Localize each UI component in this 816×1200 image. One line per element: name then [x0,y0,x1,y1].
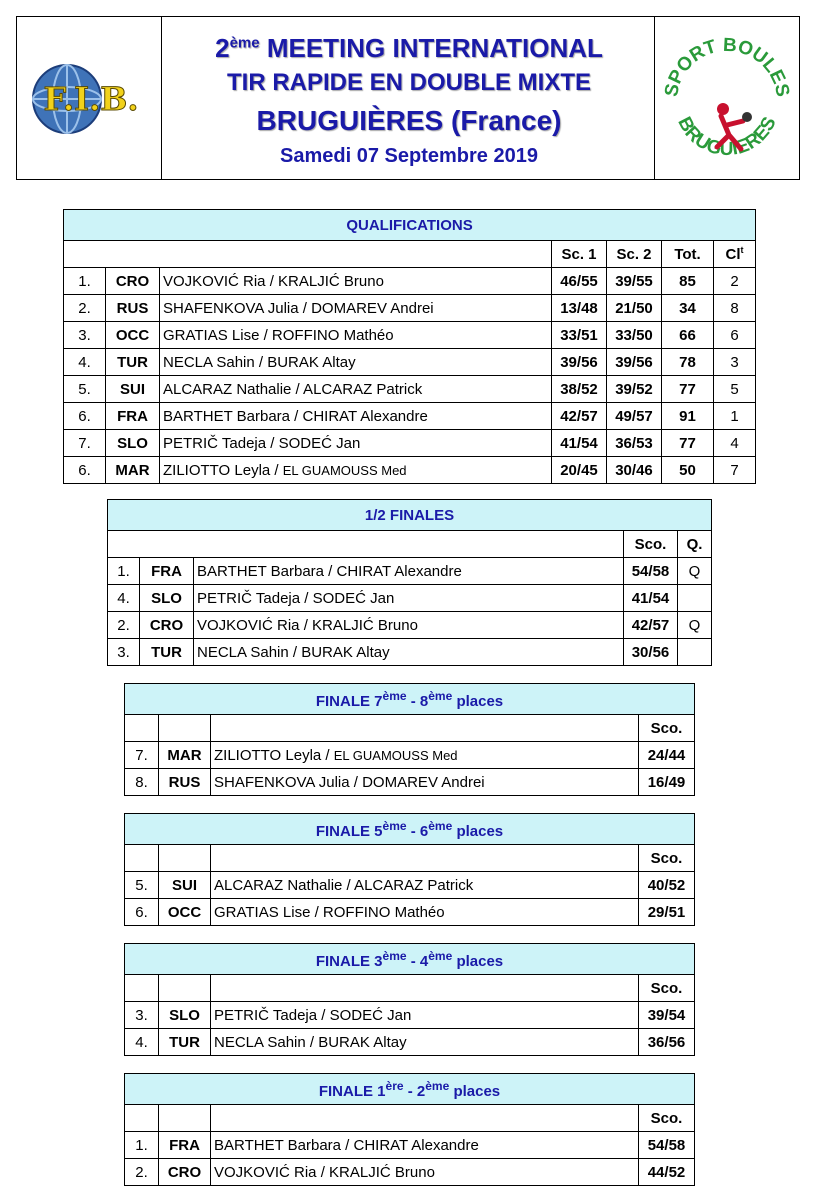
final-title-sup-a: ème [382,688,407,703]
qualified-mark: Q [678,612,712,639]
team-name [211,1132,639,1159]
rank: 1. [125,1132,159,1159]
team-name [211,742,639,769]
col-sco: Sco. [639,975,695,1002]
team-name-text: ZILIOTTO Leyla / [214,746,334,764]
score-1: 13/48 [552,295,607,322]
final-title-c: places [449,1082,501,1100]
team-name-text: ALCARAZ Nathalie / ALCARAZ Patrick [214,876,474,894]
final-title-a: FINALE 1 [318,1082,386,1100]
team-name-text: ALCARAZ Nathalie / ALCARAZ Patrick [163,380,423,398]
final-title-c: places [452,822,504,840]
team-name [194,639,624,666]
rank: 7. [64,430,106,457]
table-row [64,430,756,457]
rank: 5. [125,872,159,899]
qualified-mark [678,585,712,612]
total: 66 [662,322,714,349]
qualifications-table [63,209,756,484]
table-row [125,769,695,796]
qualified-mark [678,639,712,666]
semi-finals-table [107,499,712,666]
final-title-sup-b: ème [425,1078,450,1093]
team-name [160,430,552,457]
team-name-text: GRATIAS Lise / ROFFINO Mathéo [214,903,445,921]
event-location: BRUGUIÈRES (France) [256,105,562,136]
total: 85 [662,268,714,295]
table-row [125,1159,695,1186]
table-row [125,899,695,926]
score: 29/51 [639,899,695,926]
final-title-sup-b: ème [428,818,453,833]
team-name-text: PETRIČ Tadeja / SODEĆ Jan [197,589,395,607]
team-name [194,612,624,639]
total: 34 [662,295,714,322]
score-2: 39/52 [607,376,662,403]
header-blank-name [211,1105,639,1132]
table-row [125,1132,695,1159]
team-name [160,457,552,484]
col-sco: Sco. [639,715,695,742]
team-name-text: BARTHET Barbara / CHIRAT Alexandre [163,407,428,425]
final-title [125,944,695,975]
rank: 4. [125,1029,159,1056]
score-2: 39/55 [607,268,662,295]
country-code: OCC [106,322,160,349]
country-code: SUI [159,872,211,899]
country-code: FRA [106,403,160,430]
country-code: RUS [106,295,160,322]
team-name-text: VOJKOVIĆ Ria / KRALJIĆ Bruno [197,616,418,634]
country-code: TUR [140,639,194,666]
col-sco: Sco. [639,1105,695,1132]
score-1: 39/56 [552,349,607,376]
table-row [64,295,756,322]
rank: 3. [64,322,106,349]
team-name [160,268,552,295]
header-blank-rank [125,845,159,872]
svg-text:BRUGUIERES: BRUGUIERES [673,113,781,161]
header-title-block [162,17,656,179]
col-sco: Sco. [624,531,678,558]
team-name-text: SHAFENKOVA Julia / DOMAREV Andrei [214,773,485,791]
score-1: 42/57 [552,403,607,430]
table-row [64,403,756,430]
total: 50 [662,457,714,484]
table-row [64,457,756,484]
score-2: 36/53 [607,430,662,457]
score-2: 49/57 [607,403,662,430]
team-name-text: NECLA Sahin / BURAK Altay [197,643,390,661]
score-1: 46/55 [552,268,607,295]
score-2: 33/50 [607,322,662,349]
table-row [64,376,756,403]
semi-finals-title: 1/2 FINALES [108,500,712,531]
header-box [16,16,800,180]
event-subtitle: TIR RAPIDE EN DOUBLE MIXTE [226,69,592,96]
header-blank-cty [159,975,211,1002]
team-name [160,376,552,403]
total: 78 [662,349,714,376]
table-row [108,612,712,639]
header-blank-name [211,715,639,742]
team-name [211,872,639,899]
team-name [211,769,639,796]
rank: 1. [108,558,140,585]
col-cl: Cl$^t$ [714,241,756,268]
score: 54/58 [639,1132,695,1159]
rank: 7. [125,742,159,769]
team-name [194,558,624,585]
team-name [211,1159,639,1186]
final-table [124,813,695,926]
team-name-small: EL GUAMOUSS Med [282,462,407,478]
score-1: 38/52 [552,376,607,403]
score-2: 21/50 [607,295,662,322]
rank: 4. [64,349,106,376]
score: 54/58 [624,558,678,585]
rank: 6. [64,457,106,484]
score-1: 20/45 [552,457,607,484]
country-code: TUR [106,349,160,376]
meeting-title: 2ème MEETING INTERNATIONAL [215,33,603,63]
country-code: CRO [140,612,194,639]
classement: 7 [714,457,756,484]
country-code: OCC [159,899,211,926]
header-blank-cty [159,1105,211,1132]
total: 91 [662,403,714,430]
header-blank-name [211,975,639,1002]
club-logo-cell [654,17,799,179]
col-sc1: Sc. 1 [552,241,607,268]
final-title [125,1074,695,1105]
final-title-b: - 4 [406,952,429,970]
final-title-a: FINALE 3 [315,952,383,970]
classement: 6 [714,322,756,349]
country-code: FRA [140,558,194,585]
total: 77 [662,430,714,457]
classement: 1 [714,403,756,430]
final-title-b: - 2 [403,1082,426,1100]
team-name [160,349,552,376]
team-name [211,1002,639,1029]
score: 24/44 [639,742,695,769]
classement: 4 [714,430,756,457]
team-name-text: SHAFENKOVA Julia / DOMAREV Andrei [163,299,434,317]
final-title-sup-a: ère [385,1078,404,1093]
total: 77 [662,376,714,403]
country-code: CRO [106,268,160,295]
table-row [125,1002,695,1029]
final-table [124,683,695,796]
team-name-text: BARTHET Barbara / CHIRAT Alexandre [197,562,462,580]
header-blank-rank [125,975,159,1002]
header-blank-cty [159,715,211,742]
svg-text:SPORT BOULES: SPORT BOULES [661,34,793,99]
score-2: 30/46 [607,457,662,484]
team-name-text: BARTHET Barbara / CHIRAT Alexandre [214,1136,479,1154]
team-name-text: VOJKOVIĆ Ria / KRALJIĆ Bruno [214,1163,435,1181]
score: 39/54 [639,1002,695,1029]
team-name [194,585,624,612]
final-title-a: FINALE 5 [315,822,383,840]
country-code: SLO [159,1002,211,1029]
rank: 2. [64,295,106,322]
team-name-text: PETRIČ Tadeja / SODEĆ Jan [214,1006,412,1024]
rank: 1. [64,268,106,295]
rank: 6. [125,899,159,926]
fib-logo-cell [17,17,162,179]
rank: 4. [108,585,140,612]
col-tot: Tot. [662,241,714,268]
final-title-c: places [452,692,504,710]
table-row [125,1029,695,1056]
table-row [108,558,712,585]
rank: 3. [108,639,140,666]
score: 41/54 [624,585,678,612]
country-code: TUR [159,1029,211,1056]
country-code: SLO [140,585,194,612]
header-blank [64,241,552,268]
table-row [64,322,756,349]
col-sc2: Sc. 2 [607,241,662,268]
classement: 8 [714,295,756,322]
header-blank-rank [125,1105,159,1132]
table-row [108,639,712,666]
country-code: CRO [159,1159,211,1186]
final-title-b: - 8 [406,692,429,710]
table-row [125,872,695,899]
score-1: 41/54 [552,430,607,457]
table-row [64,349,756,376]
team-name-small: EL GUAMOUSS Med [333,747,458,763]
team-name-text: VOJKOVIĆ Ria / KRALJIĆ Bruno [163,272,384,290]
team-name-text: PETRIČ Tadeja / SODEĆ Jan [163,434,361,452]
country-code: SUI [106,376,160,403]
table-row [64,268,756,295]
final-title-sup-b: ème [428,948,453,963]
team-name-text: NECLA Sahin / BURAK Altay [163,353,356,371]
classement: 5 [714,376,756,403]
team-name-text: NECLA Sahin / BURAK Altay [214,1033,407,1051]
col-q: Q. [678,531,712,558]
sport-boules-logo [655,17,799,179]
final-title-sup-a: ème [382,948,407,963]
score-2: 39/56 [607,349,662,376]
score-1: 33/51 [552,322,607,349]
final-title-a: FINALE 7 [315,692,383,710]
final-title-c: places [452,952,504,970]
header-blank [108,531,624,558]
country-code: FRA [159,1132,211,1159]
qualified-mark: Q [678,558,712,585]
score: 36/56 [639,1029,695,1056]
team-name [160,295,552,322]
score: 16/49 [639,769,695,796]
final-title [125,814,695,845]
country-code: MAR [159,742,211,769]
rank: 6. [64,403,106,430]
qualifications-title: QUALIFICATIONS [64,210,756,241]
country-code: RUS [159,769,211,796]
table-row [125,742,695,769]
final-title-sup-a: ème [382,818,407,833]
team-name [160,322,552,349]
header-blank-cty [159,845,211,872]
table-row [108,585,712,612]
rank: 8. [125,769,159,796]
rank: 5. [64,376,106,403]
team-name-text: GRATIAS Lise / ROFFINO Mathéo [163,326,394,344]
final-table [124,1073,695,1186]
country-code: SLO [106,430,160,457]
team-name-text: ZILIOTTO Leyla / [163,461,283,479]
team-name [160,403,552,430]
score: 44/52 [639,1159,695,1186]
final-table [124,943,695,1056]
classement: 3 [714,349,756,376]
event-date: Samedi 07 Septembre 2019 [280,145,538,167]
rank: 2. [125,1159,159,1186]
fib-logo [17,17,161,179]
score: 40/52 [639,872,695,899]
rank: 3. [125,1002,159,1029]
score: 30/56 [624,639,678,666]
rank: 2. [108,612,140,639]
score: 42/57 [624,612,678,639]
final-title-sup-b: ème [428,688,453,703]
col-sco: Sco. [639,845,695,872]
header-blank-name [211,845,639,872]
team-name [211,1029,639,1056]
classement: 2 [714,268,756,295]
header-blank-rank [125,715,159,742]
final-title [125,684,695,715]
country-code: MAR [106,457,160,484]
team-name [211,899,639,926]
final-title-b: - 6 [406,822,429,840]
svg-text:F.I.B.: F.I.B. [43,80,139,118]
